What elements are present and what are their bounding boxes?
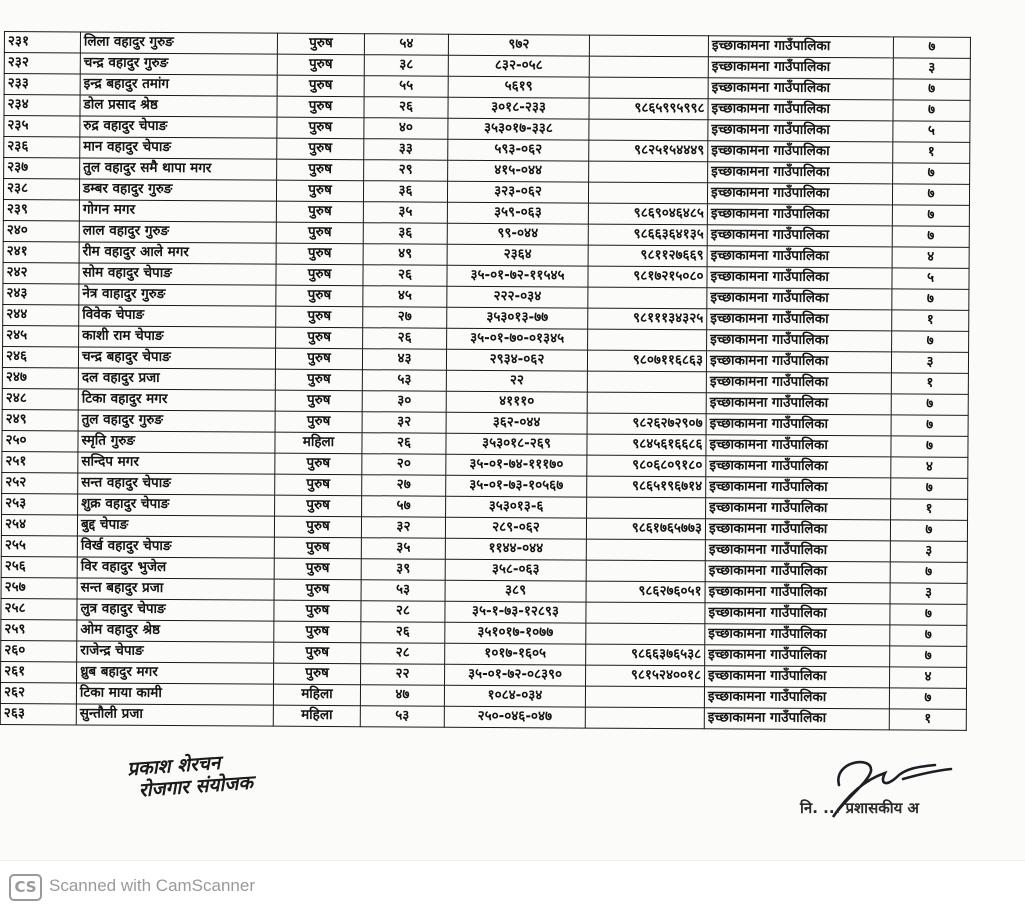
serial-cell: २३३	[4, 74, 80, 95]
serial-cell: २३४	[4, 95, 80, 116]
municipality-cell: इच्छाकामना गाउँपालिका	[704, 687, 889, 709]
municipality-cell: इच्छाकामना गाउँपालिका	[707, 288, 892, 310]
citizenship-number-cell: ३५-०१-७२-०८३९०	[445, 664, 586, 686]
ward-cell: ५	[893, 121, 970, 142]
age-cell: २६	[361, 622, 445, 644]
age-cell: ४०	[364, 118, 448, 140]
camscanner-watermark-text: Scanned with CamScanner	[49, 876, 256, 895]
name-cell: टिका माया कामी	[76, 683, 273, 705]
gender-cell: पुरुष	[274, 558, 361, 580]
ward-cell: ७	[892, 226, 969, 247]
citizenship-number-cell: ४१५-०४४	[448, 160, 589, 182]
citizenship-number-cell: ३५३०१३-६	[446, 496, 587, 518]
name-cell: ध्रुब बहादुर मगर	[77, 662, 274, 684]
municipality-cell: इच्छाकामना गाउँपालिका	[705, 582, 890, 604]
age-cell: ३९	[361, 559, 445, 581]
age-cell: २८	[361, 601, 445, 623]
gender-cell: पुरुष	[277, 159, 364, 181]
coordinator-name: प्रकाश शेरचन	[126, 751, 222, 781]
municipality-cell: इच्छाकामना गाउँपालिका	[706, 456, 891, 478]
citizenship-number-cell: ३५-०१-७०-०१३४५	[447, 328, 588, 350]
citizenship-number-cell: ३५३०१७-३३८	[448, 118, 589, 140]
coordinator-signature-block	[127, 751, 254, 803]
phone-cell: ९८६५१९६७१४	[587, 476, 706, 498]
municipality-cell: इच्छाकामना गाउँपालिका	[707, 246, 892, 268]
ward-cell: १	[892, 310, 969, 331]
municipality-cell: इच्छाकामना गाउँपालिका	[708, 57, 893, 79]
gender-cell: पुरुष	[277, 96, 364, 118]
municipality-cell: इच्छाकामना गाउँपालिका	[706, 372, 891, 394]
ward-cell: १	[891, 373, 968, 394]
citizenship-number-cell: ३५-१-७३-१२८९३	[445, 601, 586, 623]
phone-cell	[586, 560, 705, 582]
ward-cell: ३	[891, 352, 968, 373]
citizenship-number-cell: २८९-०६२	[445, 517, 586, 539]
ward-cell: १	[889, 709, 966, 730]
serial-cell: २४०	[3, 220, 79, 241]
citizenship-number-cell: ९७२	[448, 34, 589, 56]
name-cell: बुद्द चेपाङ	[77, 515, 274, 537]
gender-cell: पुरुष	[277, 33, 364, 55]
name-cell: काशी राम चेपाङ	[79, 326, 276, 348]
serial-cell: २३८	[3, 179, 79, 200]
serial-cell: २६०	[1, 640, 77, 661]
age-cell: ३६	[363, 181, 447, 203]
gender-cell: पुरुष	[276, 264, 363, 286]
citizenship-number-cell: ३५३०१८-२६९	[446, 433, 587, 455]
municipality-cell: इच्छाकामना गाउँपालिका	[706, 477, 891, 499]
name-cell: लुत्र वहादुर चेपाङ	[77, 599, 274, 621]
citizenship-number-cell: ३६२-०४४	[446, 412, 587, 434]
name-cell: ओम वहादुर श्रेष्ठ	[77, 620, 274, 642]
serial-cell: २४५	[3, 325, 79, 346]
citizenship-number-cell: १०८४-०३४	[444, 685, 585, 707]
ward-cell: ७	[891, 436, 968, 457]
citizenship-number-cell: ८३२-०५८	[448, 55, 589, 77]
phone-cell	[586, 602, 705, 624]
gender-cell: पुरुष	[276, 222, 363, 244]
serial-cell: २३५	[4, 116, 80, 137]
gender-cell: पुरुष	[276, 285, 363, 307]
name-cell: विर्ख वहादुर चेपाङ	[77, 536, 274, 558]
phone-cell	[587, 392, 706, 414]
coordinator-title: रोजगार संयोजक	[138, 771, 254, 802]
name-cell: विर वहादुर भुजेल	[77, 557, 274, 579]
citizenship-number-cell: २३६४	[447, 244, 588, 266]
phone-cell: ९८६१७६५७७३	[586, 518, 705, 540]
age-cell: ४३	[362, 349, 446, 371]
phone-cell	[585, 707, 704, 729]
age-cell: ३६	[363, 223, 447, 245]
gender-cell: पुरुष	[274, 516, 361, 538]
phone-cell	[586, 623, 705, 645]
serial-cell: २३६	[4, 137, 80, 158]
age-cell: ५३	[361, 580, 445, 602]
ward-cell: ४	[890, 667, 967, 688]
gender-cell: पुरुष	[277, 54, 364, 76]
phone-cell	[588, 182, 707, 204]
ward-cell: ४	[892, 247, 969, 268]
gender-cell: महिला	[275, 432, 362, 454]
name-cell: चन्द्र बहादुर चेपाङ	[78, 347, 275, 369]
name-cell: सन्दिप मगर	[78, 452, 275, 474]
municipality-cell: इच्छाकामना गाउँपालिका	[705, 645, 890, 667]
serial-cell: २४७	[2, 367, 78, 388]
citizenship-number-cell: ३५९-०६३	[447, 202, 588, 224]
name-cell: लिला वहादुर गुरुङ	[80, 32, 277, 54]
serial-cell: २४१	[3, 241, 79, 262]
phone-cell: ९८६२७६०५१	[586, 581, 705, 603]
citizenship-number-cell: ५९३-०६२	[448, 139, 589, 161]
handwritten-signature	[775, 755, 975, 835]
phone-cell: ९८६५९९५९९८	[589, 98, 708, 120]
municipality-cell: इच्छाकामना गाउँपालिका	[707, 309, 892, 331]
age-cell: २७	[363, 307, 447, 329]
name-cell: शुक्र वहादुर चेपाङ	[78, 494, 275, 516]
phone-cell: ९८६६३७६५३८	[586, 644, 705, 666]
name-cell: इन्द्र बहादुर तमांग	[80, 74, 277, 96]
serial-cell: २३२	[4, 53, 80, 74]
ward-cell: ३	[893, 58, 970, 79]
age-cell: २८	[361, 643, 445, 665]
citizenship-number-cell: ३५८-०६३	[445, 559, 586, 581]
municipality-cell: इच्छाकामना गाउँपालिका	[706, 393, 891, 415]
age-cell: ४७	[360, 685, 444, 707]
gender-cell: पुरुष	[274, 537, 361, 559]
age-cell: ३५	[363, 202, 447, 224]
serial-cell: २६२	[0, 682, 76, 703]
phone-cell	[589, 119, 708, 141]
age-cell: २२	[361, 664, 445, 686]
age-cell: ५३	[360, 706, 444, 728]
age-cell: ५४	[364, 34, 448, 56]
citizenship-number-cell: ३५-०१-७३-१०५६७	[446, 475, 587, 497]
age-cell: ३०	[362, 391, 446, 413]
phone-cell: ९८१११३४३२५	[588, 308, 707, 330]
gender-cell: पुरुष	[275, 369, 362, 391]
ward-cell: ७	[890, 520, 967, 541]
gender-cell: पुरुष	[275, 348, 362, 370]
gender-cell: महिला	[273, 684, 360, 706]
serial-cell: २५४	[1, 514, 77, 535]
gender-cell: पुरुष	[275, 453, 362, 475]
name-cell: टिका वहादुर मगर	[78, 389, 275, 411]
phone-cell	[588, 329, 707, 351]
municipality-cell: इच्छाकामना गाउँपालिका	[708, 36, 893, 58]
serial-cell: २६१	[1, 661, 77, 682]
age-cell: २७	[362, 475, 446, 497]
municipality-cell: इच्छाकामना गाउँपालिका	[706, 351, 891, 373]
ward-cell: ७	[892, 331, 969, 352]
municipality-cell: इच्छाकामना गाउँपालिका	[706, 414, 891, 436]
serial-cell: २५२	[2, 472, 78, 493]
phone-cell: ९८१५२४००१८	[586, 665, 705, 687]
ward-cell: ७	[893, 163, 970, 184]
gender-cell: पुरुष	[274, 600, 361, 622]
ward-cell: ५	[892, 268, 969, 289]
municipality-cell: इच्छाकामना गाउँपालिका	[708, 78, 893, 100]
phone-cell	[588, 287, 707, 309]
age-cell: ३३	[364, 139, 448, 161]
gender-cell: पुरुष	[276, 243, 363, 265]
serial-cell: २५५	[1, 535, 77, 556]
age-cell: ५५	[364, 76, 448, 98]
citizenship-number-cell: २२२-०३४	[447, 286, 588, 308]
serial-cell: २४६	[2, 346, 78, 367]
phone-cell	[587, 371, 706, 393]
ward-cell: ७	[889, 688, 966, 709]
municipality-cell: इच्छाकामना गाउँपालिका	[708, 99, 893, 121]
municipality-cell: इच्छाकामना गाउँपालिका	[705, 624, 890, 646]
table-row	[0, 703, 966, 730]
ward-cell: ७	[893, 37, 970, 58]
citizenship-number-cell: ३२३-०६२	[447, 181, 588, 203]
municipality-cell: इच्छाकामना गाउँपालिका	[706, 498, 891, 520]
gender-cell: पुरुष	[276, 180, 363, 202]
ward-cell: ३	[890, 541, 967, 562]
municipality-cell: इच्छाकामना गाउँपालिका	[705, 540, 890, 562]
name-cell: चन्द्र वहादुर गुरुङ	[80, 53, 277, 75]
name-cell: सन्त बहादुर प्रजा	[77, 578, 274, 600]
age-cell: ३२	[362, 412, 446, 434]
citizenship-number-cell: २५०-०४६-०४७	[444, 706, 585, 728]
phone-cell: ९८२६२७२९०७	[587, 413, 706, 435]
phone-cell	[589, 56, 708, 78]
ward-cell: ७	[890, 646, 967, 667]
serial-cell: २५३	[2, 493, 78, 514]
ward-cell: ४	[891, 457, 968, 478]
municipality-cell: इच्छाकामना गाउँपालिका	[707, 330, 892, 352]
phone-cell	[587, 497, 706, 519]
camscanner-logo: CS	[9, 874, 42, 901]
phone-cell: ९८६६३६४१३५	[588, 224, 707, 246]
municipality-cell: इच्छाकामना गाउँपालिका	[706, 435, 891, 457]
name-cell: स्मृति गुरुङ	[78, 431, 275, 453]
serial-cell: २३१	[4, 32, 80, 53]
serial-cell: २४८	[2, 388, 78, 409]
municipality-cell: इच्छाकामना गाउँपालिका	[705, 666, 890, 688]
citizenship-number-cell: ३५३०१३-७७	[447, 307, 588, 329]
citizenship-number-cell: ३८९	[445, 580, 586, 602]
phone-cell: ९८११२७६६९	[588, 245, 707, 267]
citizenship-number-cell: २९३४-०६२	[446, 349, 587, 371]
phone-cell	[589, 35, 708, 57]
municipality-cell: इच्छाकामना गाउँपालिका	[707, 204, 892, 226]
citizenship-number-cell: १०१७-१६०५	[445, 643, 586, 665]
gender-cell: पुरुष	[275, 411, 362, 433]
name-cell: राजेन्द्र चेपाङ	[77, 641, 274, 663]
gender-cell: पुरुष	[274, 642, 361, 664]
municipality-cell: इच्छाकामना गाउँपालिका	[708, 120, 893, 142]
serial-cell: २५९	[1, 619, 77, 640]
age-cell: ४९	[363, 244, 447, 266]
age-cell: ३५	[361, 538, 445, 560]
municipality-cell: इच्छाकामना गाउँपालिका	[708, 141, 893, 163]
name-cell: तुल वहादुर गुरुङ	[78, 410, 275, 432]
serial-cell: २४२	[3, 262, 79, 283]
phone-cell: ९८१७२१५०८०	[588, 266, 707, 288]
age-cell: २९	[364, 160, 448, 182]
name-cell: गोगन मगर	[79, 200, 276, 222]
ward-cell: ७	[892, 184, 969, 205]
gender-cell: पुरुष	[277, 75, 364, 97]
ward-cell: ३	[890, 583, 967, 604]
municipality-cell: इच्छाकामना गाउँपालिका	[705, 561, 890, 583]
age-cell: ५३	[362, 370, 446, 392]
serial-cell: २५६	[1, 556, 77, 577]
phone-cell	[585, 686, 704, 708]
municipality-cell: इच्छाकामना गाउँपालिका	[707, 225, 892, 247]
name-cell: डोल प्रसाद श्रेष्ठ	[80, 95, 277, 117]
serial-cell: २४४	[3, 304, 79, 325]
ward-cell: ७	[893, 79, 970, 100]
serial-cell: २५१	[2, 451, 78, 472]
serial-cell: २४३	[3, 283, 79, 304]
serial-cell: २३७	[4, 158, 80, 179]
employment-list-table	[0, 31, 971, 731]
age-cell: ४५	[363, 286, 447, 308]
phone-cell: ९८२५१५४४४९	[589, 140, 708, 162]
ward-cell: ७	[891, 415, 968, 436]
age-cell: २६	[363, 265, 447, 287]
name-cell: लाल वहादुर गुरुङ	[79, 221, 276, 243]
citizenship-number-cell: २२	[446, 370, 587, 392]
name-cell: रुद्र वहादुर चेपाङ	[80, 116, 277, 138]
ward-cell: ७	[890, 562, 967, 583]
citizenship-number-cell: ३५-०१-७२-११५४५	[447, 265, 588, 287]
municipality-cell: इच्छाकामना गाउँपालिका	[708, 162, 893, 184]
ward-cell: १	[891, 499, 968, 520]
gender-cell: पुरुष	[277, 117, 364, 139]
name-cell: नेत्र वाहादुर गुरुङ	[79, 284, 276, 306]
officer-caption: नि. ... प्रशासकीय अ	[800, 799, 919, 817]
ward-cell: १	[893, 142, 970, 163]
gender-cell: पुरुष	[275, 495, 362, 517]
ward-cell: ७	[890, 625, 967, 646]
phone-cell: ९८४५६१६६८६	[587, 434, 706, 456]
ward-cell: ७	[891, 478, 968, 499]
municipality-cell: इच्छाकामना गाउँपालिका	[707, 267, 892, 289]
citizenship-number-cell: ३०१८-२३३	[448, 97, 589, 119]
serial-cell: २४९	[2, 409, 78, 430]
name-cell: सुन्तौली प्रजा	[76, 704, 273, 726]
citizenship-number-cell: ३५-०१-७४-१११७०	[446, 454, 587, 476]
gender-cell: पुरुष	[276, 327, 363, 349]
citizenship-number-cell: ९९-०४४	[447, 223, 588, 245]
serial-cell: २५०	[2, 430, 78, 451]
age-cell: ५७	[362, 496, 446, 518]
gender-cell: पुरुष	[275, 390, 362, 412]
name-cell: तुल वहादुर समै थापा मगर	[80, 158, 277, 180]
phone-cell: ९८०६८०९१८०	[587, 455, 706, 477]
ward-cell: ७	[890, 604, 967, 625]
age-cell: २६	[364, 97, 448, 119]
ward-cell: ७	[892, 289, 969, 310]
citizenship-number-cell: ११४४-०४४	[445, 538, 586, 560]
name-cell: मान वहादुर चेपाङ	[80, 137, 277, 159]
gender-cell: पुरुष	[274, 621, 361, 643]
table-body	[0, 32, 970, 731]
name-cell: विवेक चेपाङ	[79, 305, 276, 327]
municipality-cell: इच्छाकामना गाउँपालिका	[705, 603, 890, 625]
citizenship-number-cell: ५६१९	[448, 76, 589, 98]
name-cell: दल वहादुर प्रजा	[78, 368, 275, 390]
name-cell: डम्बर वहादुर गुरुङ	[79, 179, 276, 201]
serial-cell: २३९	[3, 199, 79, 220]
age-cell: २६	[363, 328, 447, 350]
serial-cell: २६३	[0, 703, 76, 724]
gender-cell: पुरुष	[277, 138, 364, 160]
phone-cell	[589, 77, 708, 99]
phone-cell	[586, 539, 705, 561]
age-cell: २०	[362, 454, 446, 476]
ward-cell: ७	[891, 394, 968, 415]
gender-cell: महिला	[273, 705, 360, 727]
gender-cell: पुरुष	[276, 201, 363, 223]
name-cell: सोम वहादुर चेपाङ	[79, 263, 276, 285]
citizenship-number-cell: ३५१०१७-१०७७	[445, 622, 586, 644]
name-cell: सन्त वहादुर चेपाङ	[78, 473, 275, 495]
municipality-cell: इच्छाकामना गाउँपालिका	[707, 183, 892, 205]
ward-cell: ७	[892, 205, 969, 226]
gender-cell: पुरुष	[276, 306, 363, 328]
citizenship-number-cell: ४१११०	[446, 391, 587, 413]
age-cell: ३८	[364, 55, 448, 77]
gender-cell: पुरुष	[275, 474, 362, 496]
municipality-cell: इच्छाकामना गाउँपालिका	[705, 519, 890, 541]
ward-cell: ७	[893, 100, 970, 121]
phone-cell: ९८६९०४६४८५	[588, 203, 707, 225]
serial-cell: २५८	[1, 598, 77, 619]
municipality-cell: इच्छाकामना गाउँपालिका	[704, 708, 889, 730]
age-cell: ३२	[361, 517, 445, 539]
phone-cell	[589, 161, 708, 183]
gender-cell: पुरुष	[274, 579, 361, 601]
name-cell: रीम वहादुर आले मगर	[79, 242, 276, 264]
gender-cell: पुरुष	[274, 663, 361, 685]
serial-cell: २५७	[1, 577, 77, 598]
phone-cell: ९८०७११६८६३	[587, 350, 706, 372]
officer-signature-block	[775, 755, 975, 835]
age-cell: २६	[362, 433, 446, 455]
